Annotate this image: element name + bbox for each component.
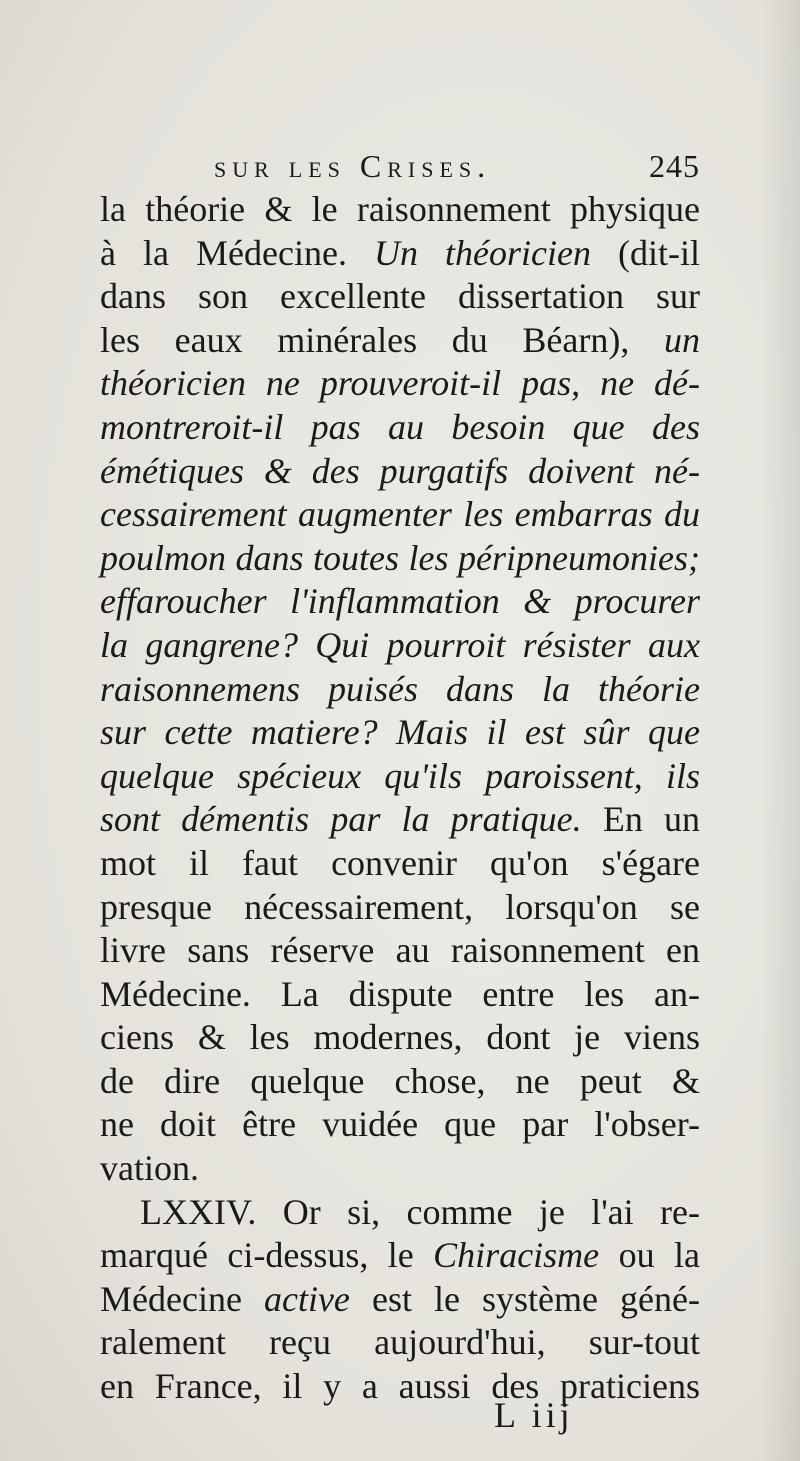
text-segment: ou la [599,1235,700,1276]
text-segment: LXXIV. Or si, comme je l'ai re- [140,1191,700,1232]
italic-text-segment: un [664,319,700,360]
italic-text-segment: émétiques & des purgatifs doivent né- [100,450,700,491]
text-segment: de dire quelque chose, ne peut & [100,1060,700,1101]
text-segment: la théorie & le raisonnement physique [100,189,700,229]
text-line [100,1365,700,1409]
text-line [100,1321,700,1365]
text-line [100,929,700,973]
body-text [100,188,700,1409]
running-title: sur les Crises. [214,148,492,184]
italic-text-segment: quelque spécieux qu'ils paroissent, ils [100,755,700,796]
italic-text-segment: théoricien ne prouveroit-il pas, ne dé- [100,363,700,404]
text-line [100,711,700,755]
text-line [100,668,700,712]
page-number: 245 [649,148,700,184]
text-line [100,1191,700,1235]
text-line [100,842,700,886]
italic-text-segment: effaroucher l'inflammation & procurer [100,581,700,622]
text-segment: ralement reçu aujourd'hui, sur-tout [100,1322,700,1363]
text-segment: mot il faut convenir qu'on s'égare [100,842,700,883]
text-line [100,1147,700,1191]
text-line [100,1016,700,1060]
text-line [100,886,700,930]
text-line [100,624,700,668]
text-line [100,1103,700,1147]
text-segment: ciens & les modernes, dont je viens [100,1017,700,1058]
text-segment: Médecine. La dispute entre les an- [100,973,700,1014]
text-line [100,537,700,581]
text-line [100,493,700,537]
italic-text-segment: Chiracisme [433,1235,600,1276]
text-line [100,973,700,1017]
signature-mark: L iij [494,1395,574,1435]
text-segment: Médecine [100,1278,264,1319]
text-line [100,275,700,319]
text-segment: (dit-il [590,232,701,273]
text-line [100,450,700,494]
text-segment: les eaux minérales du Béarn), [100,319,664,360]
text-line [100,1234,700,1278]
text-line [100,362,700,406]
italic-text-segment: poulmon dans toutes les péripneumonies; [100,537,700,578]
text-segment: livre sans réserve au raisonnement en [100,930,700,971]
italic-text-segment: sur cette matiere? Mais il est sûr que [100,712,700,753]
text-segment: en France, il y a aussi des praticiens [100,1366,700,1407]
text-line [100,319,700,363]
text-segment: ne doit être vuidée que par l'obser- [100,1104,700,1145]
text-line [100,406,700,450]
italic-text-segment: montreroit-il pas au besoin que des [100,406,700,447]
text-segment: est le système géné- [349,1278,700,1319]
text-segment: presque nécessairement, lorsqu'on se [100,886,700,927]
page-header [200,148,700,192]
text-segment: à la Médecine. [100,232,374,273]
page-edge-shadow [760,0,800,1461]
text-segment: dans son excellente dissertation sur [100,276,700,317]
text-segment: vation. [100,1148,199,1189]
text-line [100,1060,700,1104]
italic-text-segment: raisonnemens puisés dans la théorie [100,668,700,709]
text-line [100,755,700,799]
text-line [100,580,700,624]
text-line [100,798,700,842]
italic-text-segment: Un théoricien [374,232,591,273]
text-line [100,188,700,232]
text-line [100,1278,700,1322]
italic-text-segment: la gangrene? Qui pourroit résister aux [100,624,700,665]
text-segment: marqué ci-dessus, le [100,1235,434,1276]
italic-text-segment: cessairement augmenter les embarras du [100,494,700,535]
text-segment: En un [602,799,701,840]
italic-text-segment: active [263,1278,350,1319]
italic-text-segment: sont démentis par la pratique. [100,799,603,840]
text-line [100,232,700,276]
